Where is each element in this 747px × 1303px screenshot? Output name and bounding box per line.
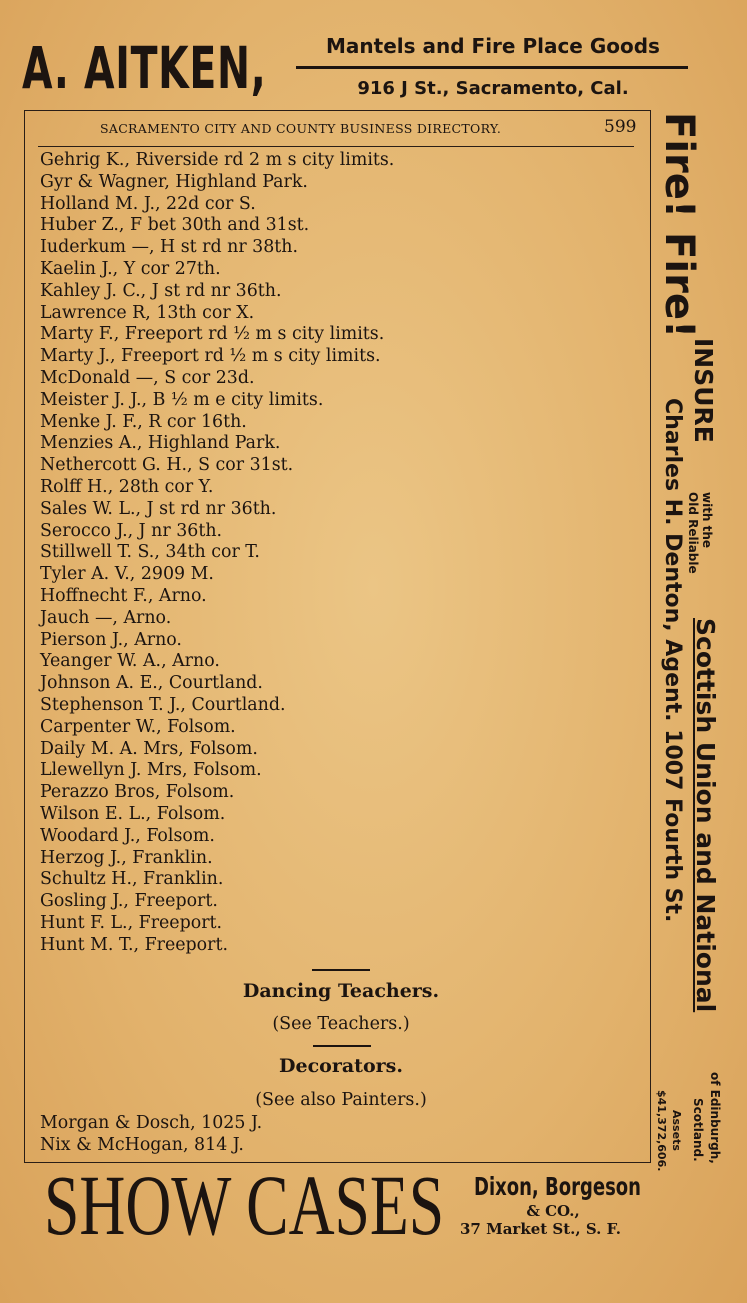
directory-entries (40, 150, 394, 956)
directory-entry: Hoffnecht F., Arno. (40, 585, 207, 606)
show-cases-company: Dixon, Borgeson (474, 1172, 641, 1201)
directory-entry: Herzog J., Franklin. (40, 847, 213, 868)
header-rule (38, 146, 634, 147)
directory-entry: Nethercott G. H., S cor 31st. (40, 455, 294, 476)
directory-entry: Huber Z., F bet 30th and 31st. (40, 215, 310, 236)
running-head-title: SACRAMENTO CITY AND COUNTY BUSINESS DIRECTORY. (100, 121, 502, 136)
directory-entry: Kahley J. C., J st rd nr 36th. (40, 280, 282, 301)
directory-entry: Gosling J., Freeport. (40, 891, 218, 912)
tagline-rule (296, 66, 688, 69)
insure-old-reliable: Old Reliable (686, 492, 700, 574)
section-heading-dancing-teachers: Dancing Teachers. (242, 980, 440, 1002)
directory-entry: Kaelin J., Y cor 27th. (40, 258, 221, 279)
fire-slogan: Fire! Fire! (656, 112, 702, 339)
insurance-company-city: of Edinburgh, (708, 1072, 722, 1164)
directory-entry: Iuderkum —, H st rd nr 38th. (40, 237, 299, 258)
directory-entry: Wilson E. L., Folsom. (40, 803, 226, 824)
show-cases-headline: SHOW CASES (44, 1157, 445, 1253)
directory-entry: Rolff H., 28th cor Y. (40, 476, 214, 497)
directory-entry: Gyr & Wagner, Highland Park. (40, 171, 308, 192)
insure-slogan: INSURE (689, 338, 718, 443)
section-divider (313, 1045, 371, 1047)
insurance-agent: Charles H. Denton, Agent. 1007 Fourth St. (660, 398, 685, 923)
directory-entry: Tyler A. V., 2909 M. (40, 564, 214, 585)
directory-entry: Jauch —, Arno. (40, 607, 172, 628)
advertiser-tagline: Mantels and Fire Place Goods (326, 34, 660, 58)
directory-entry: McDonald —, S cor 23d. (40, 367, 255, 388)
advertiser-address: 916 J St., Sacramento, Cal. (357, 78, 629, 99)
directory-entry: Hunt F. L., Freeport. (40, 912, 223, 933)
directory-entry: Woodard J., Folsom. (40, 825, 215, 846)
show-cases-address: 37 Market St., S. F. (460, 1220, 621, 1238)
directory-entry: Menzies A., Highland Park. (40, 433, 281, 454)
directory-entry: Llewellyn J. Mrs, Folsom. (40, 760, 262, 781)
directory-entry: Carpenter W., Folsom. (40, 716, 236, 737)
show-cases-company-co: & CO., (526, 1202, 580, 1220)
advertiser-name: A. AITKEN, (22, 34, 267, 102)
directory-entry: Morgan & Dosch, 1025 J. (40, 1113, 263, 1133)
insurance-company-country: Scotland. (691, 1098, 705, 1162)
decorators-entries (40, 1112, 262, 1156)
directory-entry: Holland M. J., 22d cor S. (40, 193, 256, 214)
directory-entry: Serocco J., J nr 36th. (40, 520, 223, 541)
directory-entry: Meister J. J., B ½ m e city limits. (40, 389, 324, 410)
cross-reference: (See Teachers.) (272, 1014, 410, 1034)
directory-entry: Yeanger W. A., Arno. (40, 651, 220, 672)
section-heading-decorators: Decorators. (279, 1055, 403, 1077)
directory-entry: Gehrig K., Riverside rd 2 m s city limits. (40, 150, 395, 170)
directory-entry: Menke J. F., R cor 16th. (40, 411, 247, 432)
insure-with-the: with the (700, 492, 714, 549)
directory-entry: Pierson J., Arno. (40, 629, 182, 650)
directory-entry: Stillwell T. S., 34th cor T. (40, 542, 260, 563)
page-number: 599 (604, 117, 637, 137)
directory-entry: Perazzo Bros, Folsom. (40, 782, 235, 803)
directory-entry: Daily M. A. Mrs, Folsom. (40, 738, 258, 759)
section-divider (312, 969, 370, 971)
directory-entry: Sales W. L., J st rd nr 36th. (40, 498, 277, 519)
directory-entry: Stephenson T. J., Courtland. (40, 694, 286, 715)
directory-entry: Lawrence R, 13th cor X. (40, 302, 255, 323)
insurance-assets-value: $41,372,606. (655, 1090, 668, 1172)
cross-reference: (See also Painters.) (255, 1090, 427, 1110)
directory-entry: Johnson A. E., Courtland. (40, 673, 263, 694)
directory-entry: Marty J., Freeport rd ½ m s city limits. (40, 346, 381, 367)
directory-entry: Nix & McHogan, 814 J. (40, 1135, 244, 1155)
insurance-assets-label: Assets (670, 1110, 683, 1151)
insurance-company: Scottish Union and National (691, 618, 720, 1013)
directory-entry: Schultz H., Franklin. (40, 869, 224, 890)
directory-entry: Marty F., Freeport rd ½ m s city limits. (40, 324, 385, 345)
directory-entry: Hunt M. T., Freeport. (40, 934, 228, 955)
